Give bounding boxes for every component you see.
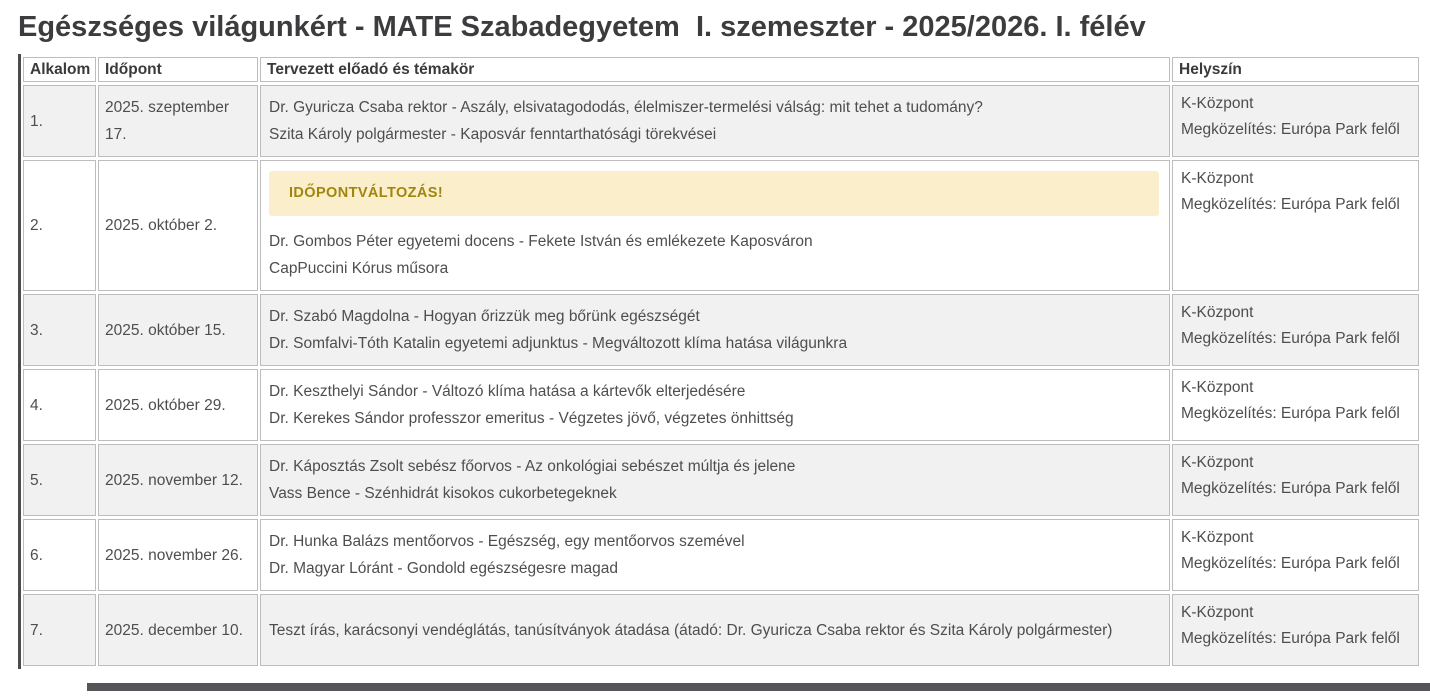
location-line: Megközelítés: Európa Park felől [1181,121,1400,139]
page-title: Egészséges világunkért - MATE Szabadegyetem I. szemeszter - 2025/2026. I. félév [18,11,1146,43]
location-line: K-Központ [1181,304,1254,322]
occasion-cell: 1. [23,85,96,157]
date-cell: 2025. december 10. [98,594,258,666]
date-cell: 2025. október 29. [98,369,258,441]
speaker-cell [260,594,1170,666]
schedule-table-container [18,54,1421,669]
speaker-line: Teszt írás, karácsonyi vendéglátás, tanúsítványok átadása (átadó: Dr. Gyuricza Csaba rektor és Szita Károly polgármester) [269,621,1113,639]
speaker-cell [260,160,1170,291]
location-cell [1172,444,1419,516]
location-line: K-Központ [1181,95,1254,113]
speaker-line: Dr. Káposztás Zsolt sebész főorvos - Az onkológiai sebészet múltja és jelene [269,458,796,476]
speaker-cell [260,519,1170,591]
speaker-line: Dr. Hunka Balázs mentőorvos - Egészség, egy mentőorvos szemével [269,533,745,551]
location-cell [1172,85,1419,157]
location-line: Megközelítés: Európa Park felől [1181,405,1400,423]
date-cell: 2025. október 15. [98,294,258,366]
schedule-row [23,369,1419,441]
speaker-line: Dr. Gombos Péter egyetemi docens - Fekete István és emlékezete Kaposváron [269,233,813,251]
location-line: Megközelítés: Európa Park felől [1181,196,1400,214]
occasion-cell: 2. [23,160,96,291]
location-cell [1172,294,1419,366]
speaker-line: Dr. Szabó Magdolna - Hogyan őrizzük meg bőrünk egészségét [269,308,700,326]
speaker-line: Dr. Somfalvi-Tóth Katalin egyetemi adjunktus - Megváltozott klíma hatása világunkra [269,335,848,353]
occasion-cell: 4. [23,369,96,441]
speaker-line: Dr. Magyar Lóránt - Gondold egészségesre magad [269,560,618,578]
date-cell: 2025. október 2. [98,160,258,291]
speaker-line: Szita Károly polgármester - Kaposvár fenntarthatósági törekvései [269,126,717,144]
speaker-cell [260,369,1170,441]
schedule-row [23,519,1419,591]
date-cell: 2025. november 12. [98,444,258,516]
header-location: Helyszín [1172,57,1419,82]
schedule-row [23,594,1419,666]
schedule-row [23,85,1419,157]
speaker-cell [260,294,1170,366]
schedule-row [23,294,1419,366]
date-cell: 2025. november 26. [98,519,258,591]
location-line: K-Központ [1181,170,1254,188]
occasion-cell: 6. [23,519,96,591]
schedule-change-banner: IDŐPONTVÁLTOZÁS! [269,171,1159,216]
horizontal-scrollbar-thumb[interactable] [87,683,1430,691]
speaker-line: Dr. Keszthelyi Sándor - Változó klíma hatása a kártevők elterjedésére [269,383,746,401]
speaker-line: Vass Bence - Szénhidrát kisokos cukorbetegeknek [269,485,617,503]
location-cell [1172,369,1419,441]
header-row [23,57,1419,82]
occasion-cell: 7. [23,594,96,666]
schedule-table [21,54,1421,669]
schedule-row [23,160,1419,291]
speaker-line: CapPuccini Kórus műsora [269,260,449,278]
header-occasion: Alkalom [23,57,96,82]
occasion-cell: 3. [23,294,96,366]
occasion-cell: 5. [23,444,96,516]
header-date: Időpont [98,57,258,82]
speaker-line: Dr. Kerekes Sándor professzor emeritus - Végzetes jövő, végzetes önhittség [269,410,794,428]
speaker-line: Dr. Gyuricza Csaba rektor - Aszály, elsivatagododás, élelmiszer-termelési válság: mit tehet a tudomány? [269,99,983,117]
location-cell [1172,594,1419,666]
location-line: Megközelítés: Európa Park felől [1181,480,1400,498]
location-line: K-Központ [1181,379,1254,397]
speaker-cell [260,85,1170,157]
location-line: Megközelítés: Európa Park felől [1181,555,1400,573]
header-speaker: Tervezett előadó és témakör [260,57,1170,82]
location-cell [1172,519,1419,591]
location-line: Megközelítés: Európa Park felől [1181,630,1400,648]
location-line: K-Központ [1181,529,1254,547]
schedule-row [23,444,1419,516]
location-line: K-Központ [1181,604,1254,622]
location-line: K-Központ [1181,454,1254,472]
location-line: Megközelítés: Európa Park felől [1181,330,1400,348]
location-cell [1172,160,1419,291]
speaker-cell [260,444,1170,516]
date-cell: 2025. szeptember 17. [98,85,258,157]
